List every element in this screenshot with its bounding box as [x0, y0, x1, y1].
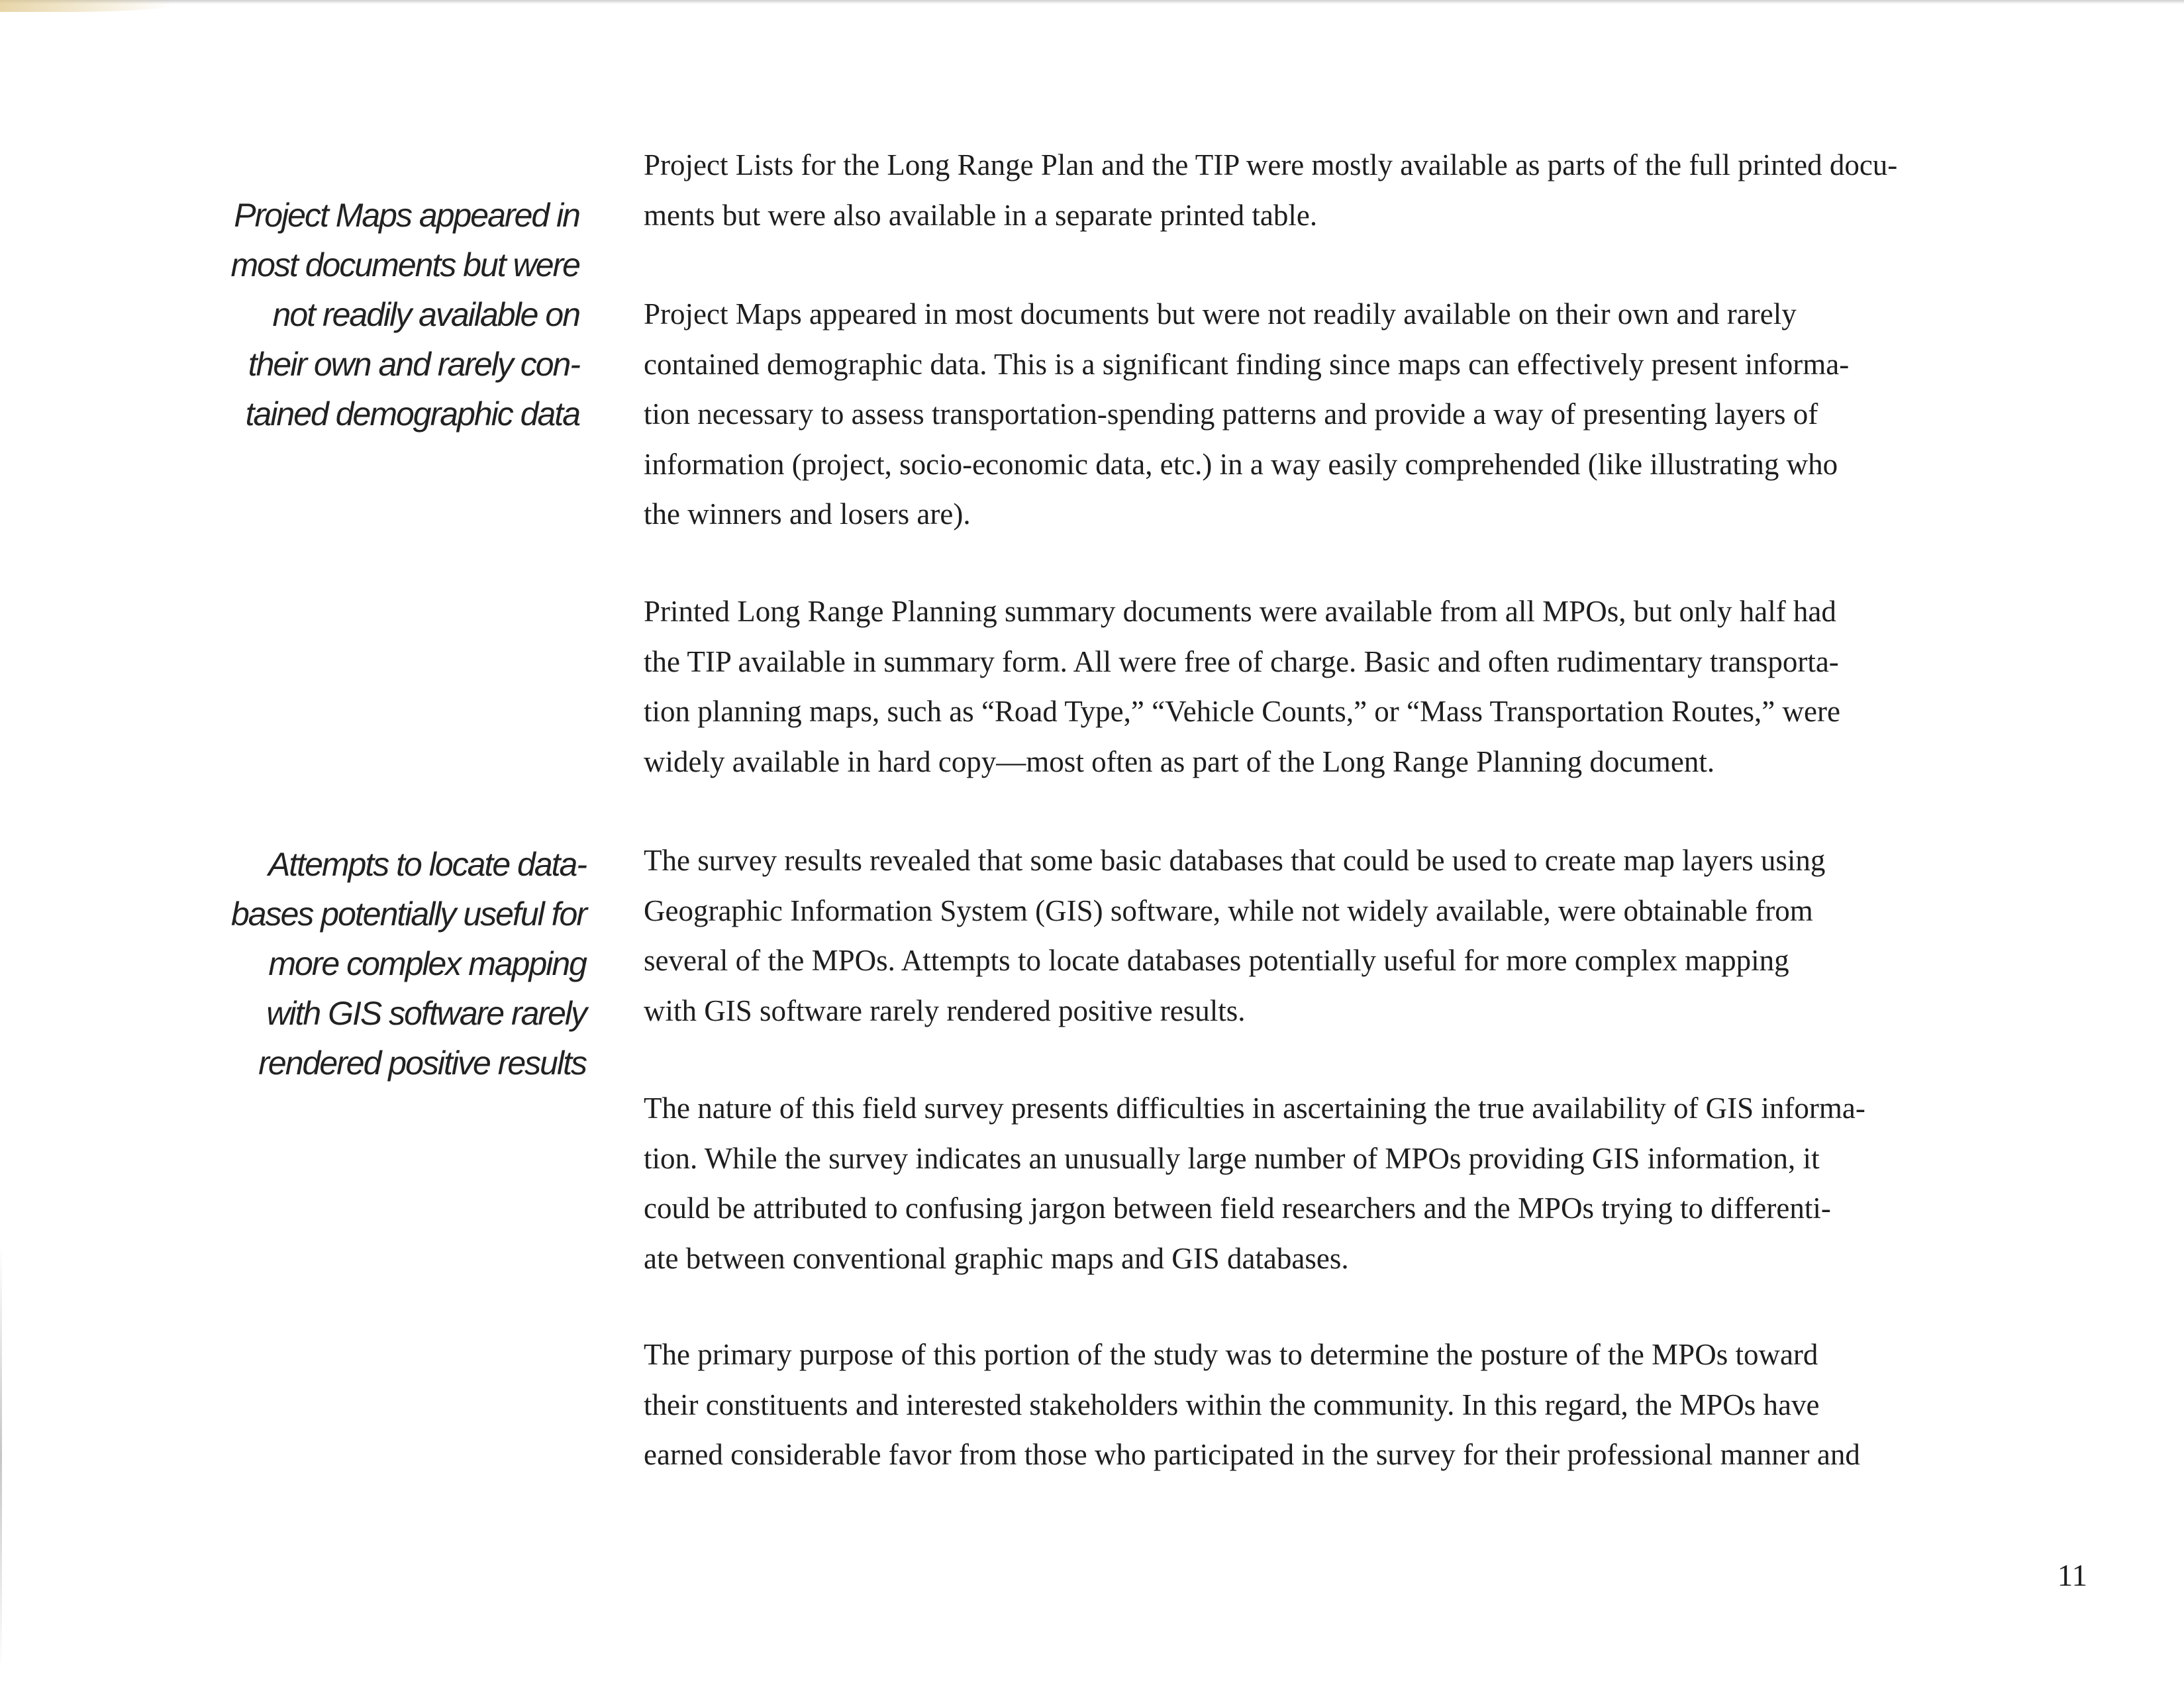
- paragraph-project-lists: [644, 140, 1995, 240]
- paragraph-line: several of the MPOs. Attempts to locate databases potentially useful for more complex mapping: [644, 944, 1789, 977]
- paragraph-line: tion necessary to assess transportation-spending patterns and provide a way of presenting layers of: [644, 397, 1818, 431]
- pull-quote-line: Project Maps appeared in: [234, 197, 579, 234]
- paragraph-field-survey: [644, 1084, 1995, 1284]
- paragraph-line: Geographic Information System (GIS) software, while not widely available, were obtainable from: [644, 894, 1813, 927]
- paragraph-line: tion planning maps, such as “Road Type,” “Vehicle Counts,” or “Mass Transportation Routes,” were: [644, 695, 1840, 728]
- pull-quote-line: tained demographic data: [245, 395, 579, 433]
- paragraph-line: with GIS software rarely rendered positive results.: [644, 994, 1246, 1027]
- paragraph-line: the winners and losers are).: [644, 497, 971, 531]
- paragraph-line: Project Lists for the Long Range Plan and the TIP were mostly available as parts of the full printed docu-: [644, 148, 1898, 181]
- paragraph-line: Project Maps appeared in most documents but were not readily available on their own and rarely: [644, 297, 1797, 331]
- paragraph-project-maps: [644, 289, 1995, 540]
- pull-quote-gis-databases: [199, 840, 586, 1088]
- paragraph-line: The nature of this field survey presents difficulties in ascertaining the true availability of GIS informa-: [644, 1092, 1865, 1125]
- page-left-edge: [0, 1245, 2, 1669]
- paragraph-line: could be attributed to confusing jargon between field researchers and the MPOs trying to differenti-: [644, 1192, 1831, 1225]
- pull-quote-line: Attempts to locate data-: [268, 846, 586, 883]
- pull-quote-project-maps: [199, 191, 579, 439]
- pull-quote-line: rendered positive results: [258, 1045, 586, 1082]
- paragraph-line: ate between conventional graphic maps and GIS databases.: [644, 1241, 1349, 1275]
- page-top-edge: [0, 0, 2184, 4]
- pull-quote-line: bases potentially useful for: [230, 896, 586, 933]
- pull-quote-line: most documents but were: [230, 246, 579, 283]
- paragraph-line: tion. While the survey indicates an unusually large number of MPOs providing GIS information, it: [644, 1141, 1820, 1175]
- paragraph-line: their constituents and interested stakeholders within the community. In this regard, the MPOs have: [644, 1388, 1820, 1421]
- paragraph-survey-results: [644, 836, 1995, 1036]
- pull-quote-line: not readily available on: [272, 296, 579, 333]
- paragraph-line: ments but were also available in a separate printed table.: [644, 198, 1318, 232]
- paragraph-line: the TIP available in summary form. All were free of charge. Basic and often rudimentary transporta-: [644, 644, 1839, 678]
- pull-quote-line: with GIS software rarely: [266, 995, 586, 1032]
- paragraph-line: information (project, socio-economic data, etc.) in a way easily comprehended (like illustrating who: [644, 447, 1838, 481]
- paragraph-line: widely available in hard copy—most often as part of the Long Range Planning document.: [644, 744, 1715, 778]
- paragraph-line: The primary purpose of this portion of the study was to determine the posture of the MPOs toward: [644, 1338, 1818, 1371]
- paragraph-line: The survey results revealed that some basic databases that could be used to create map layers using: [644, 844, 1826, 877]
- paragraph-line: earned considerable favor from those who participated in the survey for their professional manner and: [644, 1438, 1860, 1471]
- paragraph-line: Printed Long Range Planning summary documents were available from all MPOs, but only half had: [644, 595, 1836, 628]
- paragraph-summary-documents: [644, 587, 1995, 787]
- paragraph-line: contained demographic data. This is a significant finding since maps can effectively present informa-: [644, 347, 1850, 381]
- pull-quote-line: their own and rarely con-: [248, 346, 579, 383]
- paragraph-primary-purpose: [644, 1330, 1995, 1480]
- page-number: 11: [2057, 1559, 2087, 1593]
- paper-stain: [0, 0, 172, 12]
- pull-quote-line: more complex mapping: [268, 945, 586, 982]
